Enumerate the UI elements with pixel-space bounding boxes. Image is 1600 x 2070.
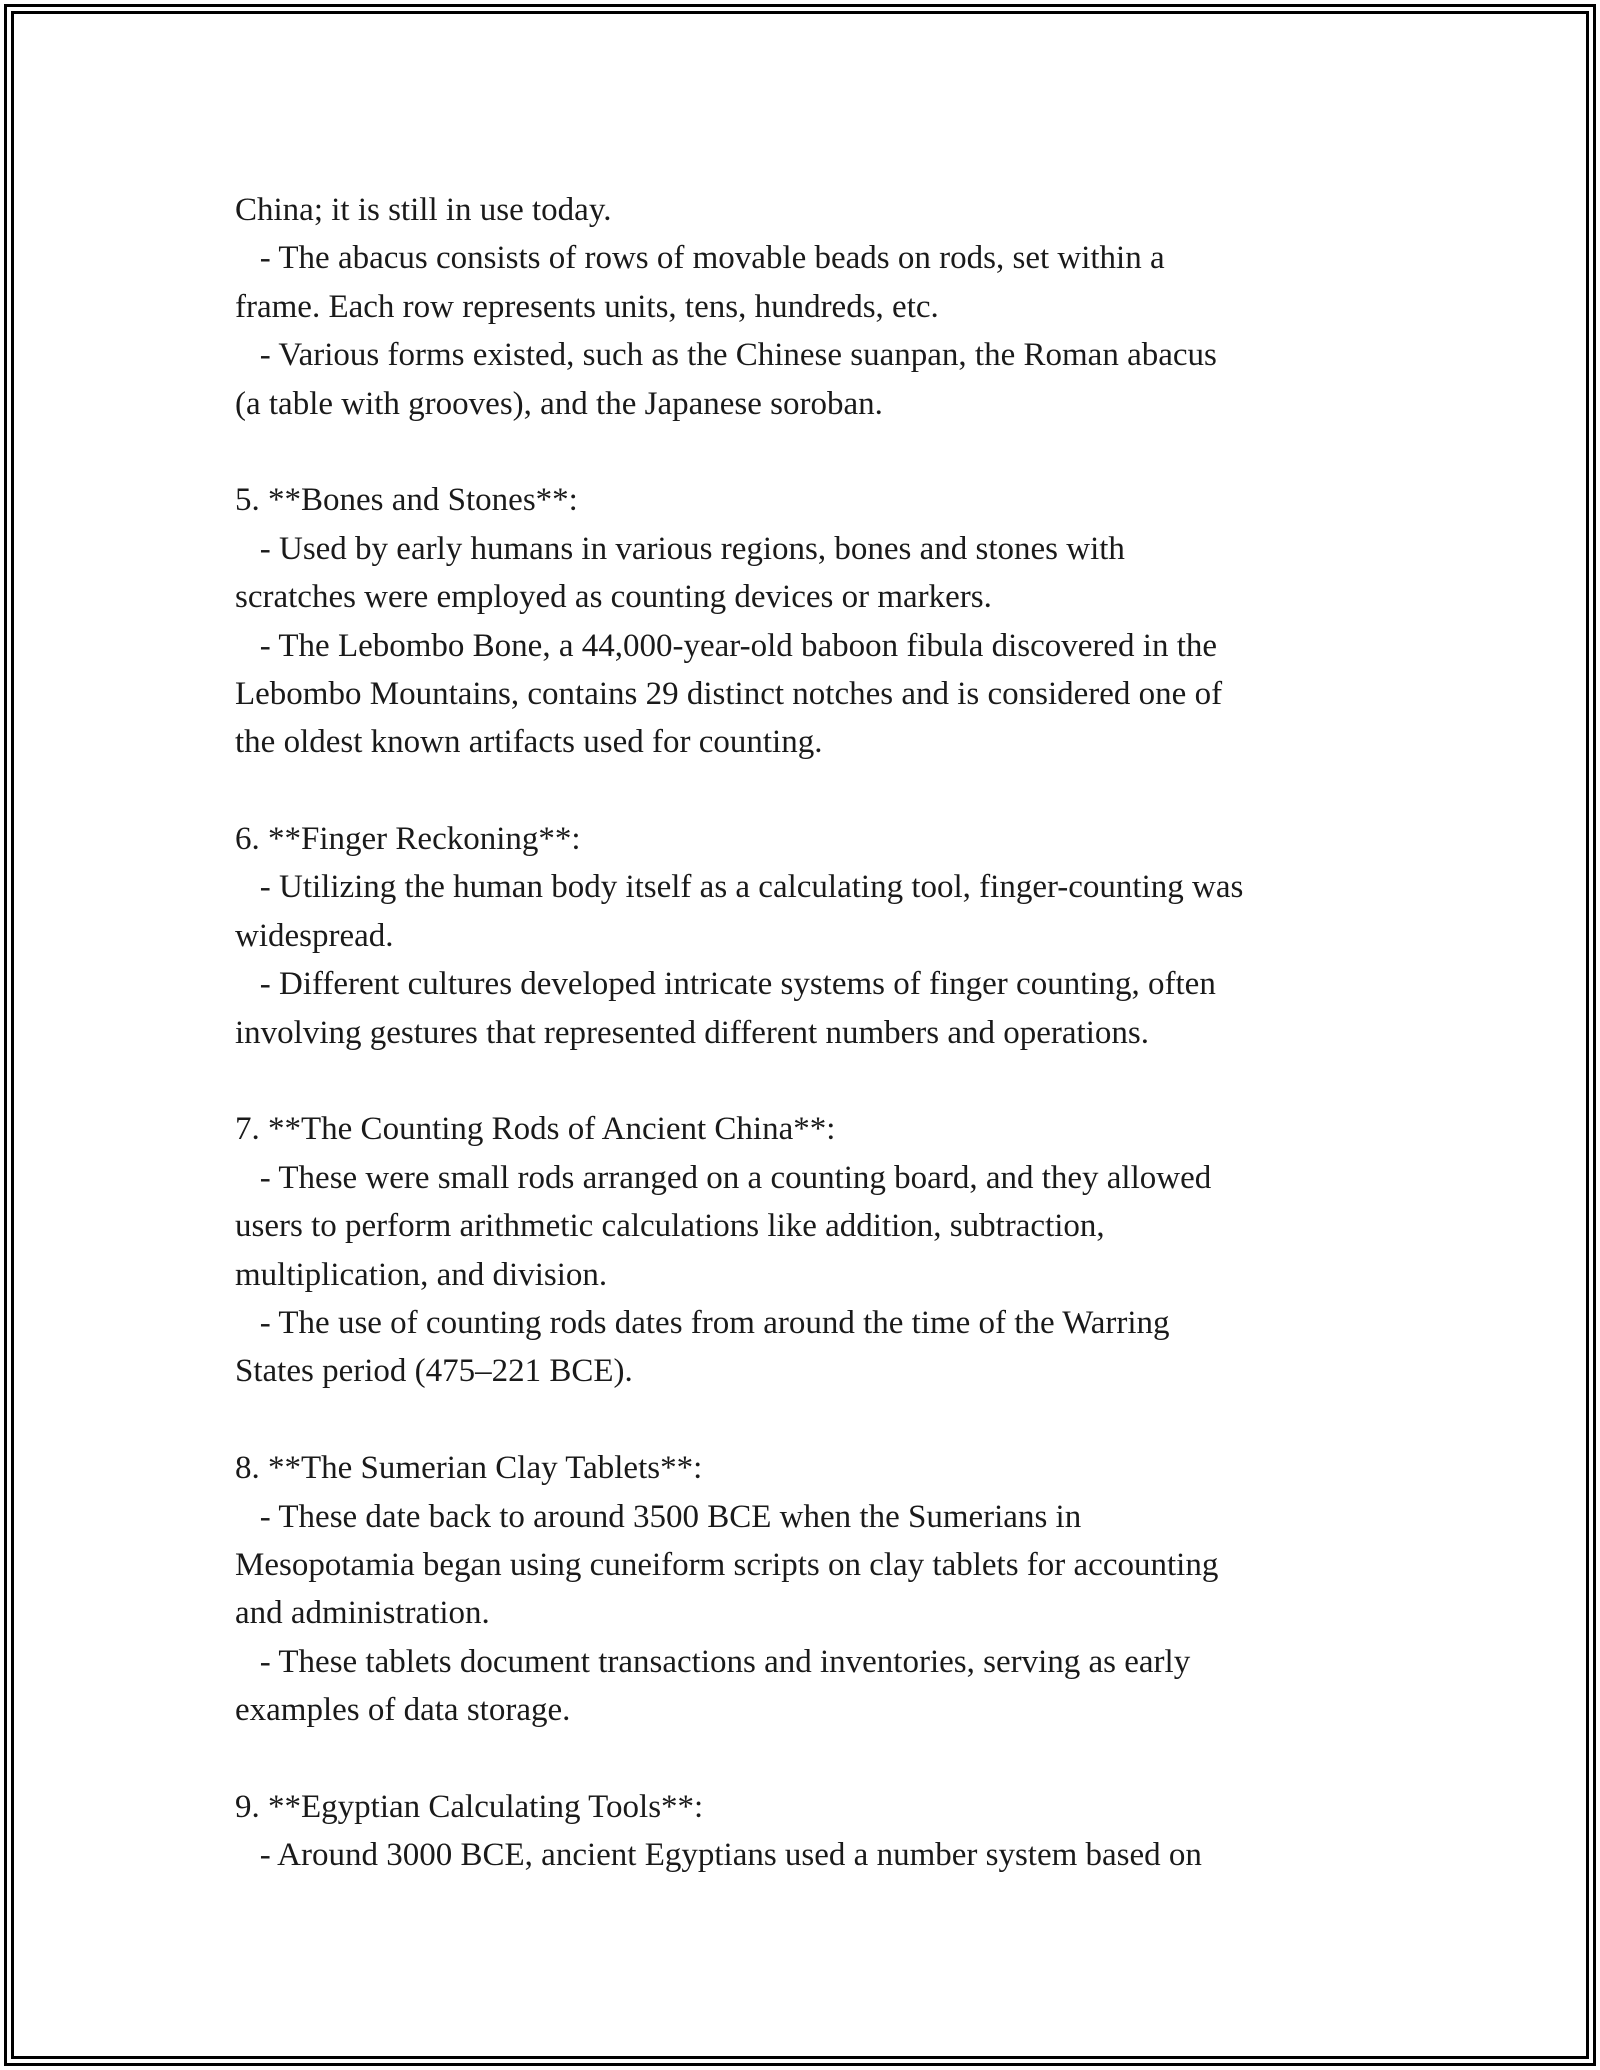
text-line: involving gestures that represented different numbers and operations. bbox=[235, 1014, 1149, 1051]
blank-line bbox=[235, 1057, 1415, 1105]
blank-line bbox=[235, 428, 1415, 476]
text-line: frame. Each row represents units, tens, hundreds, etc. bbox=[235, 288, 939, 325]
text-line: the oldest known artifacts used for counting. bbox=[235, 724, 823, 761]
text-line: - Around 3000 BCE, ancient Egyptians used a number system based on bbox=[235, 1837, 1202, 1874]
text-line: examples of data storage. bbox=[235, 1692, 571, 1729]
text-line: Lebombo Mountains, contains 29 distinct notches and is considered one of bbox=[235, 675, 1223, 712]
text-line: - Various forms existed, such as the Chinese suanpan, the Roman abacus bbox=[235, 337, 1217, 374]
text-line: - Used by early humans in various regions, bones and stones with bbox=[235, 530, 1125, 567]
blank-line bbox=[235, 1735, 1415, 1783]
text-line: scratches were employed as counting devices or markers. bbox=[235, 579, 992, 616]
text-line: and administration. bbox=[235, 1595, 490, 1632]
text-line: multiplication, and division. bbox=[235, 1256, 608, 1293]
section-heading: 8. **The Sumerian Clay Tablets**: bbox=[235, 1450, 703, 1487]
text-line: - Different cultures developed intricate systems of finger counting, often bbox=[235, 966, 1216, 1003]
text-line: China; it is still in use today. bbox=[235, 192, 612, 228]
text-line: - The Lebombo Bone, a 44,000-year-old baboon fibula discovered in the bbox=[235, 627, 1218, 664]
section-heading: 9. **Egyptian Calculating Tools**: bbox=[235, 1788, 704, 1825]
text-line: widespread. bbox=[235, 917, 394, 954]
section-heading: 7. **The Counting Rods of Ancient China**: bbox=[235, 1111, 836, 1148]
section-heading: 5. **Bones and Stones**: bbox=[235, 482, 578, 519]
text-line: Mesopotamia began using cuneiform scripts on clay tablets for accounting bbox=[235, 1546, 1219, 1583]
section-heading: 6. **Finger Reckoning**: bbox=[235, 821, 581, 858]
blank-line bbox=[235, 1396, 1415, 1444]
blank-line bbox=[235, 767, 1415, 815]
text-line: - These were small rods arranged on a counting board, and they allowed bbox=[235, 1159, 1212, 1196]
text-line: - Utilizing the human body itself as a calculating tool, finger-counting was bbox=[235, 869, 1244, 906]
text-line: - The abacus consists of rows of movable beads on rods, set within a bbox=[235, 240, 1165, 277]
text-line: States period (475–221 BCE). bbox=[235, 1353, 633, 1390]
text-line: users to perform arithmetic calculations like addition, subtraction, bbox=[235, 1208, 1105, 1245]
text-line: - These tablets document transactions and inventories, serving as early bbox=[235, 1643, 1191, 1680]
text-line: - The use of counting rods dates from around the time of the Warring bbox=[235, 1304, 1170, 1341]
document-body bbox=[235, 186, 1415, 1880]
text-line: - These date back to around 3500 BCE when the Sumerians in bbox=[235, 1498, 1082, 1535]
text-line: (a table with grooves), and the Japanese soroban. bbox=[235, 385, 883, 422]
